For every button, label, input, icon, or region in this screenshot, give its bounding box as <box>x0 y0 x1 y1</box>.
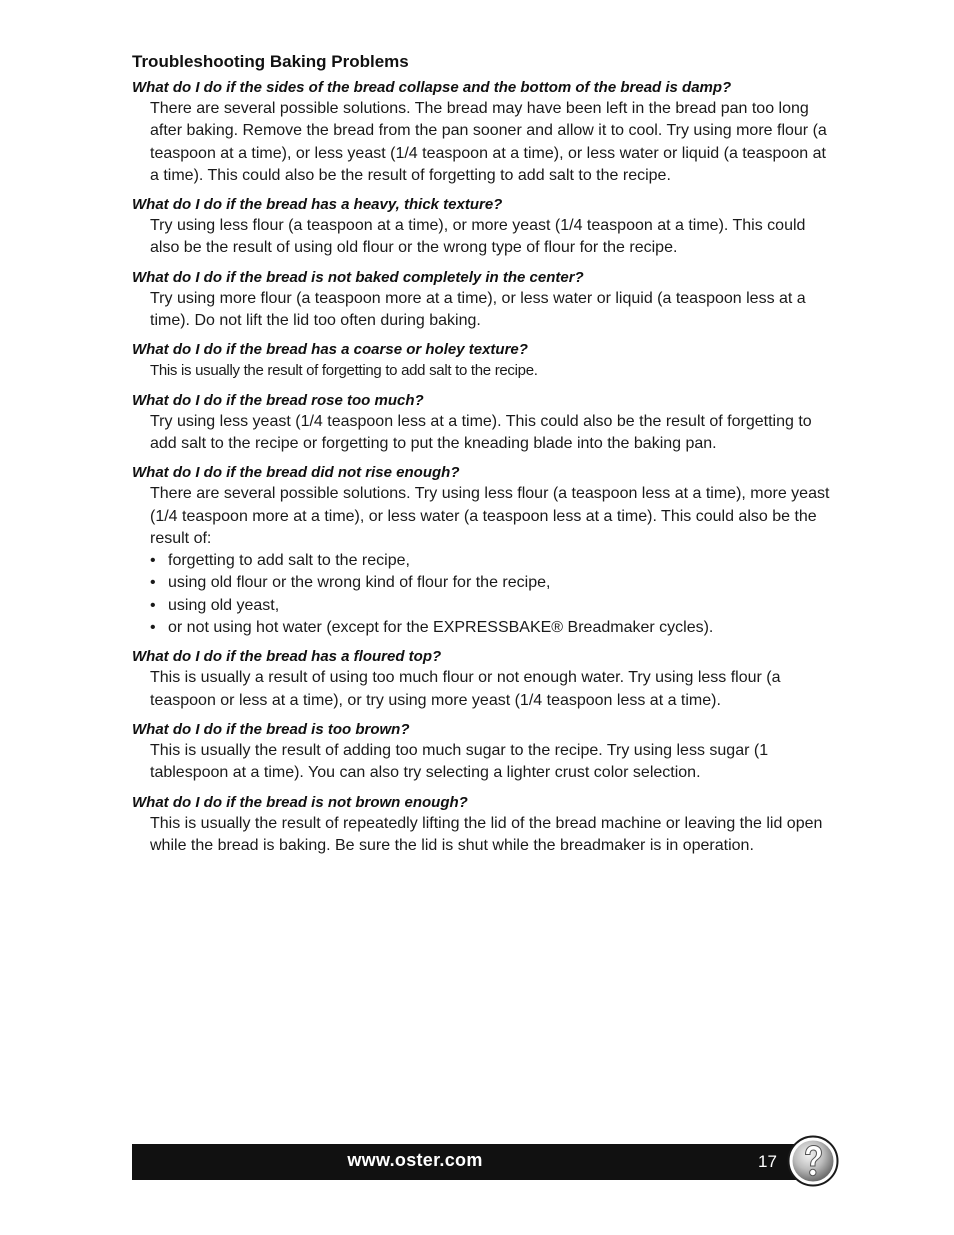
list-item-text: forgetting to add salt to the recipe, <box>168 552 410 570</box>
cause-list <box>150 550 832 639</box>
document-body <box>132 52 832 864</box>
list-item <box>150 572 832 594</box>
list-item-text: using old flour or the wrong kind of flour for the recipe, <box>168 574 551 592</box>
bullet-glyph: • <box>150 619 156 637</box>
question-not-brown-enough: What do I do if the bread is not brown enough? <box>132 793 468 811</box>
answer-heavy-texture: Try using less flour (a teaspoon at a time), or more yeast (1/4 teaspoon at a time). This could also be the result of using old flour or the wrong type of flour for the recipe. <box>150 217 806 257</box>
question-not-baked-center: What do I do if the bread is not baked completely in the center? <box>132 268 584 286</box>
question-too-brown: What do I do if the bread is too brown? <box>132 720 410 738</box>
answer-collapse: There are several possible solutions. The bread may have been left in the bread pan too long after baking. Remove the bread from the pan sooner and allow it to cool. Try using more flour (a teaspoon at a time), or less yeast (1/4 teaspoon at a time), or less water or liquid (a teaspoon at a time). This could also be the result of forgetting to add salt to the recipe. <box>150 100 827 184</box>
bullet-glyph: • <box>150 552 156 570</box>
question-heavy-texture: What do I do if the bread has a heavy, thick texture? <box>132 196 503 214</box>
question-rose-too-much: What do I do if the bread rose too much? <box>132 391 424 409</box>
question-floured-top: What do I do if the bread has a floured top? <box>132 648 442 666</box>
list-item-text: or not using hot water (except for the EXPRESSBAKE® Breadmaker cycles). <box>168 619 714 637</box>
list-item <box>150 595 832 617</box>
answer-too-brown: This is usually the result of adding too much sugar to the recipe. Try using less sugar (1 tablespoon at a time). You can also try selecting a lighter crust color selection. <box>150 741 769 782</box>
list-item-text: using old yeast, <box>168 596 280 614</box>
bullet-glyph: • <box>150 574 156 592</box>
answer-rose-too-much: Try using less yeast (1/4 teaspoon less at a time). This could also be the result of forgetting to add salt to the recipe or forgetting to put the kneading blade into the baking pan. <box>150 412 812 452</box>
page-title: Troubleshooting Baking Problems <box>132 52 409 71</box>
question-did-not-rise: What do I do if the bread did not rise enough? <box>132 464 460 482</box>
footer-bar <box>132 1144 828 1180</box>
answer-coarse-texture: This is usually the result of forgetting to add salt to the recipe. <box>150 362 538 380</box>
answer-not-baked-center: Try using more flour (a teaspoon more at a time), or less water or liquid (a teaspoon less at a time). Do not lift the lid too often during baking. <box>150 289 806 330</box>
website-link[interactable]: www.oster.com <box>347 1150 483 1170</box>
page-number: 17 <box>758 1152 777 1171</box>
answer-not-brown-enough: This is usually the result of repeatedly lifting the lid of the bread machine or leaving the lid open while the bread is baking. Be sure the lid is shut while the breadmaker is in operation. <box>150 814 823 854</box>
question-coarse-texture: What do I do if the bread has a coarse or holey texture? <box>132 341 528 359</box>
bullet-glyph: • <box>150 596 156 614</box>
question-collapse: What do I do if the sides of the bread collapse and the bottom of the bread is damp? <box>132 79 732 96</box>
list-item <box>150 617 832 639</box>
list-item <box>150 550 832 572</box>
question-mark-icon <box>787 1135 839 1187</box>
answer-floured-top: This is usually a result of using too much flour or not enough water. Try using less flour (a teaspoon or less at a time), or try using more yeast (1/4 teaspoon less at a time). <box>150 669 781 709</box>
answer-did-not-rise: There are several possible solutions. Try using less flour (a teaspoon less at a time), more yeast (1/4 teaspoon more at a time), or less water (a teaspoon less at a time). This could also be the result of: <box>150 485 830 547</box>
